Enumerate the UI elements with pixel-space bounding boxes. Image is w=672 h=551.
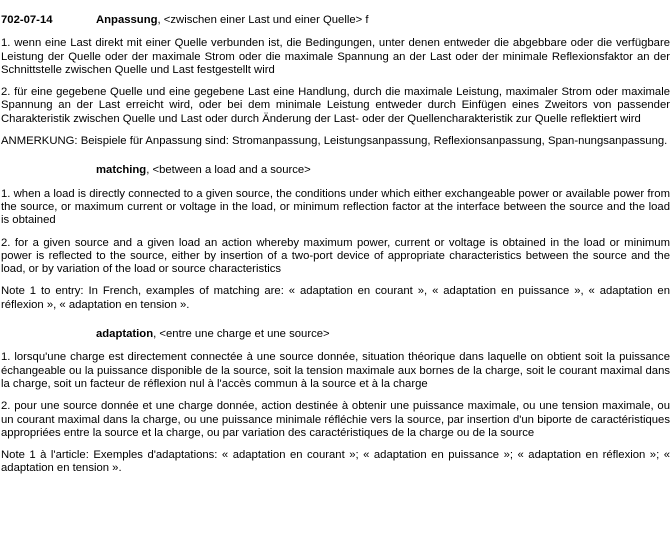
term-word-en: matching: [96, 164, 147, 177]
definition-de-1: 1. wenn eine Last direkt mit einer Quelle verbunden ist, die Bedingungen, unter denen entweder die abgebbare oder die verfügbare Leistung der Quelle oder der maximale Strom oder die maximale Spannung an der Last oder der minimale Reflexionsfaktor an der Schnittstelle zwischen Quelle und Last festgestellt wird: [1, 37, 670, 76]
term-context-en: , <between a load and a source>: [146, 164, 311, 177]
term-heading-de: [1, 14, 670, 27]
term-context-fr: , <entre une charge et une source>: [153, 328, 330, 341]
note-en: Note 1 to entry: In French, examples of matching are: « adaptation en courant », « adaptation en puissance », « adaptation en réflexion », « adaptation en tension ».: [1, 285, 670, 311]
term-text-fr: [96, 328, 330, 341]
term-word-fr: adaptation: [96, 328, 154, 341]
entry-section-en: [1, 164, 670, 312]
term-word-de: Anpassung: [96, 14, 158, 26]
term-text-de: [96, 14, 369, 27]
definition-en-1: 1. when a load is directly connected to a given source, the conditions under which either exchangeable power or available power from the source, or maximum current or voltage in the load, or minimum reflection factor at the interface between the source and the load is obtained: [1, 187, 670, 227]
definition-de-2: 2. für eine gegebene Quelle und eine gegebene Last eine Handlung, durch die maximale Leistung, maximaler Strom oder maximale Spannung an der Last erreicht wird, oder bei dem minimale Leistung entweder durch Einfügen eines Zweitors von passender Charakteristik zwischen Quelle und Last oder durch Änderung der Last- oder der Quellencharakteristik zur Quelle reflektiert wird: [1, 86, 670, 125]
entry-section-de: [1, 14, 670, 148]
entry-section-fr: [1, 328, 670, 476]
term-heading-en: [1, 164, 670, 177]
definition-fr-2: 2. pour une source donnée et une charge donnée, action destinée à obtenir une puissance maximale, ou une tension maximale, ou un courant maximal dans la charge, ou une puissance minimale réfléchie vers la source, par insertion d'un biporte de caractéristiques appropriées entre la source et la charge, ou par variation des caractéristiques de la charge ou de la source: [1, 400, 670, 439]
definition-fr-1: 1. lorsqu'une charge est directement connectée à une source donnée, situation théorique dans laquelle on obtient soit la puissance échangeable ou la puissance disponible de la source, soit la tension maximale aux bornes de la charge, soit le courant maximal dans la charge, soit un facteur de réflexion nul à l'accès commun à la source et à la charge: [1, 351, 670, 390]
term-heading-fr: [1, 328, 670, 341]
entry-number: 702-07-14: [1, 14, 53, 26]
note-de: ANMERKUNG: Beispiele für Anpassung sind: Stromanpassung, Leistungsanpassung, Reflexionsanpassung, Span-nungsanpassung.: [1, 135, 668, 148]
term-context-de: , <zwischen einer Last und einer Quelle> f: [157, 14, 369, 26]
note-fr: Note 1 à l'article: Exemples d'adaptations: « adaptation en courant »; « adaptation en puissance »; « adaptation en réflexion »; « adaptation en tension ».: [1, 449, 670, 475]
definition-en-2: 2. for a given source and a given load an action whereby maximum power, current or voltage is obtained in the load or minimum power is reflected to the source, either by insertion of a two-port device of appropriate characteristics between the source and the load, or by variation of the load or source characteristics: [1, 236, 670, 276]
term-text-en: [96, 164, 311, 177]
